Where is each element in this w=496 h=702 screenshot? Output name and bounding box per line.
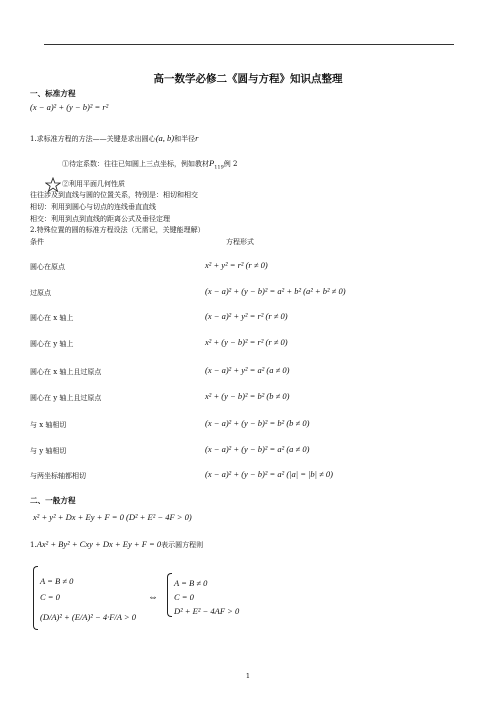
point-1-lead: 1.求标准方程的方法——关键是求出圆心 [30, 135, 156, 143]
row-condition: 圆心在 y 轴上 [30, 340, 74, 348]
radius-notation: r [195, 133, 199, 143]
standard-equation-formula: (x − a)² + (y − b)² = r² [30, 102, 109, 112]
point-2-text: 2.特殊位置的圆的标准方程设法（无需记，关键能理解） [30, 226, 205, 234]
row-form: (x − a)² + (y − b)² = a² (|a| = |b| ≠ 0) [205, 469, 333, 479]
row-form: (x − a)² + y² = a² (a ≠ 0) [205, 365, 290, 375]
method-1-lead: ①待定系数：往往已知圆上三点坐标，例如教材 [62, 160, 209, 168]
row-form: (x − a)² + (y − b)² = a² (a ≠ 0) [205, 444, 310, 454]
point-1-text [30, 133, 198, 144]
page-number: 1 [245, 672, 251, 680]
method-1-text [62, 158, 237, 170]
row-condition: 与 y 轴相切 [30, 447, 67, 455]
note-line-1: 往往涉及到直线与圆的位置关系，特别是：相切和相交 [30, 191, 198, 199]
method-2-text: ②利用平面几何性质 [62, 180, 125, 188]
row-form: (x − a)² + (y − b)² = a² + b² (a² + b² ≠ 0) [205, 286, 346, 296]
section-heading-standard-equation: 一、标准方程 [30, 89, 76, 98]
row-condition: 圆心在 x 轴上且过原点 [30, 368, 102, 376]
left-brace [33, 566, 38, 630]
row-form: x² + y² = r² (r ≠ 0) [205, 260, 268, 270]
row-condition: 圆心在 x 轴上 [30, 314, 74, 322]
document-title: 高一数学必修二《圆与方程》知识点整理 [153, 73, 343, 85]
note-line-3: 相交：利用到点到直线的距离公式及垂径定理 [30, 215, 170, 223]
row-form: (x − a)² + y² = r² (r ≠ 0) [205, 311, 288, 321]
row-form: x² + (y − b)² = b² (b ≠ 0) [205, 391, 290, 401]
row-condition: 圆心在原点 [30, 263, 65, 271]
condition-right-2: C = 0 [174, 592, 194, 602]
general-point-1-prefix: 1. [30, 541, 37, 549]
condition-left-2: C = 0 [40, 592, 60, 602]
row-form: x² + (y − b)² = r² (r ≠ 0) [205, 337, 288, 347]
condition-left-3: (D/A)² + (E/A)² − 4·F/A > 0 [40, 612, 137, 622]
general-point-1-tail: 表示圆方程则 [161, 541, 204, 549]
general-point-1 [30, 539, 203, 550]
column-header-condition: 条件 [30, 238, 44, 246]
textbook-page-number: 119 [214, 164, 224, 171]
general-equation-formula: x² + y² + Dx + Ey + F = 0 (D² + E² − 4F > 0) [33, 512, 192, 522]
center-notation: (a, b) [155, 133, 175, 143]
row-condition: 与 x 轴相切 [30, 421, 67, 429]
row-form: (x − a)² + (y − b)² = b² (b ≠ 0) [205, 418, 310, 428]
column-header-form: 方程形式 [226, 238, 254, 246]
point-1-tail: 和半径 [174, 135, 196, 143]
general-quadratic-equation: Ax² + By² + Cxy + Dx + Ey + F = 0 [36, 539, 162, 549]
condition-left-1: A = B ≠ 0 [40, 576, 74, 586]
textbook-page-ref: P [209, 158, 215, 168]
row-condition: 过原点 [30, 289, 51, 297]
method-1-tail: 例 2 [223, 160, 238, 168]
row-condition: 与两坐标轴都相切 [30, 472, 86, 480]
header-rule [44, 44, 454, 45]
section-heading-general-equation: 二、一般方程 [30, 496, 76, 505]
equivalence-arrow: ⇔ [148, 592, 158, 603]
note-line-2: 相切：利用到圆心与切点的连线垂直直线 [30, 203, 156, 211]
condition-right-3: D² + E² − 4AF > 0 [174, 606, 240, 616]
right-brace [167, 573, 172, 617]
condition-right-1: A = B ≠ 0 [174, 578, 208, 588]
row-condition: 圆心在 y 轴上且过原点 [30, 394, 102, 402]
